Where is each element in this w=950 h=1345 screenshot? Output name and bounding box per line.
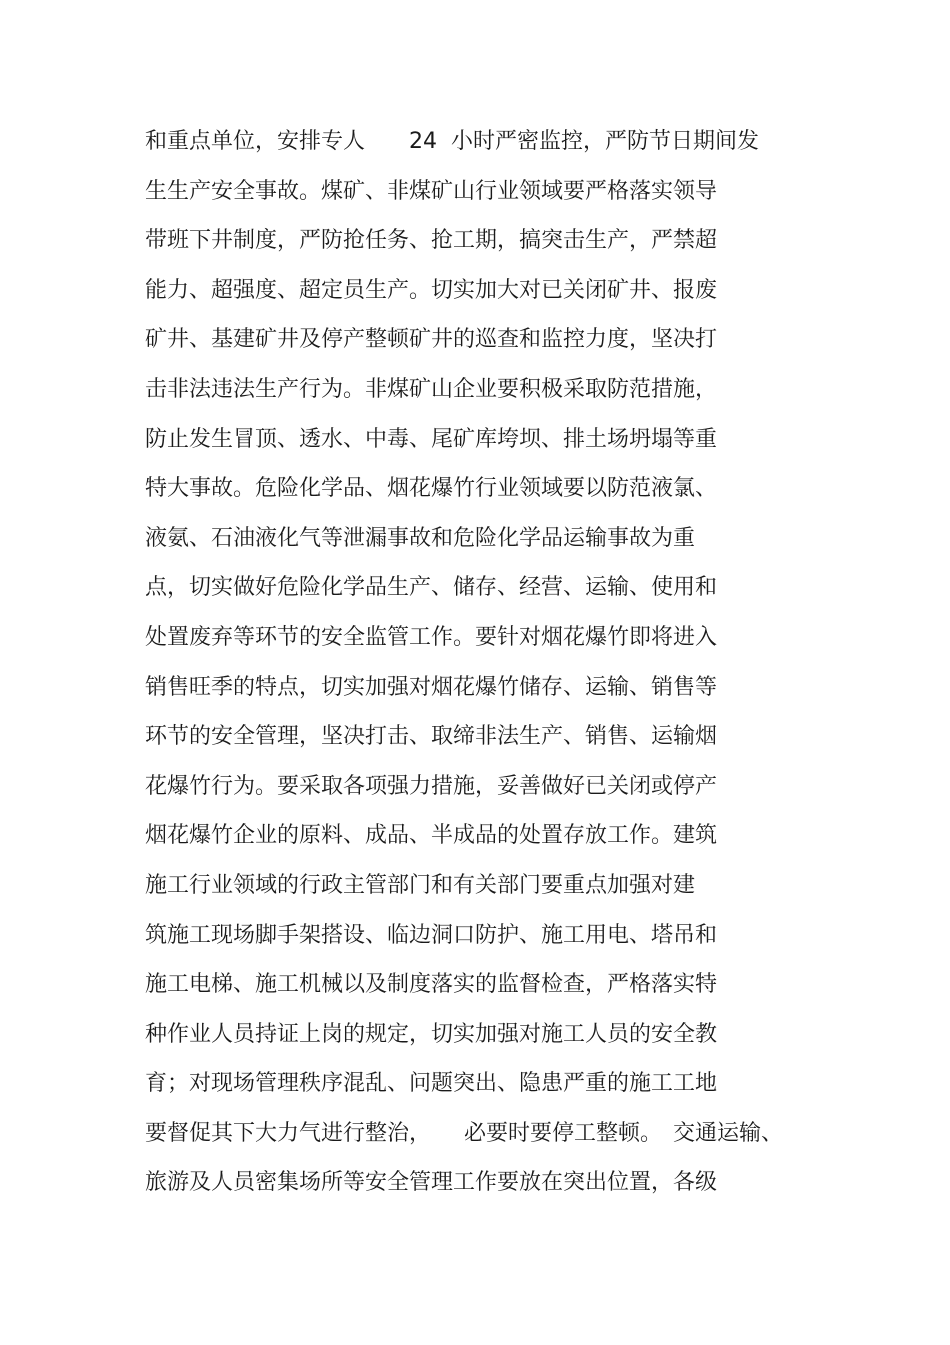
text-line: 销售旺季的特点，切实加强对烟花爆竹储存、运输、销售等 — [145, 674, 718, 700]
text-line: 特大事故。危险化学品、烟花爆竹行业领域要以防范液氯、 — [145, 476, 718, 502]
text-line: 种作业人员持证上岗的规定，切实加强对施工人员的安全教 — [145, 1021, 718, 1047]
text-line: 点，切实做好危险化学品生产、储存、经营、运输、使用和 — [145, 575, 718, 601]
text-line: 育；对现场管理秩序混乱、问题突出、隐患严重的施工工地 — [145, 1071, 718, 1097]
text-line: 环节的安全管理，坚决打击、取缔非法生产、销售、运输烟 — [145, 724, 718, 750]
text-line: 处置废弃等环节的安全监管工作。要针对烟花爆竹即将进入 — [145, 624, 718, 650]
text-line: 施工行业领域的行政主管部门和有关部门要重点加强对建 — [145, 872, 696, 898]
text-line: 生生产安全事故。煤矿、非煤矿山行业领域要严格落实领导 — [145, 178, 718, 204]
text-line: 旅游及人员密集场所等安全管理工作要放在突出位置，各级 — [145, 1170, 718, 1196]
text-line: 能力、超强度、超定员生产。切实加大对已关闭矿井、报废 — [145, 277, 718, 303]
text-line: 液氨、石油液化气等泄漏事故和危险化学品运输事故为重 — [145, 525, 696, 551]
text-line: 防止发生冒顶、透水、中毒、尾矿库垮坝、排土场坍塌等重 — [145, 426, 718, 452]
text-line: 击非法违法生产行为。非煤矿山企业要积极采取防范措施， — [145, 376, 718, 402]
text-line: 花爆竹行为。要采取各项强力措施，妥善做好已关闭或停产 — [145, 773, 718, 799]
text-line: 烟花爆竹企业的原料、成品、半成品的处置存放工作。建筑 — [145, 823, 718, 849]
body-text — [145, 122, 925, 1213]
text-line: 筑施工现场脚手架搭设、临边洞口防护、施工用电、塔吊和 — [145, 922, 718, 948]
text-line: 施工电梯、施工机械以及制度落实的监督检查，严格落实特 — [145, 972, 718, 998]
text-line: 和重点单位，安排专人 24 小时严密监控，严防节日期间发 — [145, 129, 759, 154]
text-line: 带班下井制度，严防抢任务、抢工期，搞突击生产，严禁超 — [145, 228, 718, 254]
text-line: 要督促其下大力气进行整治， 必要时要停工整顿。 交通运输、 — [145, 1120, 784, 1146]
text-line: 矿井、基建矿井及停产整顿矿井的巡查和监控力度，坚决打 — [145, 327, 718, 353]
